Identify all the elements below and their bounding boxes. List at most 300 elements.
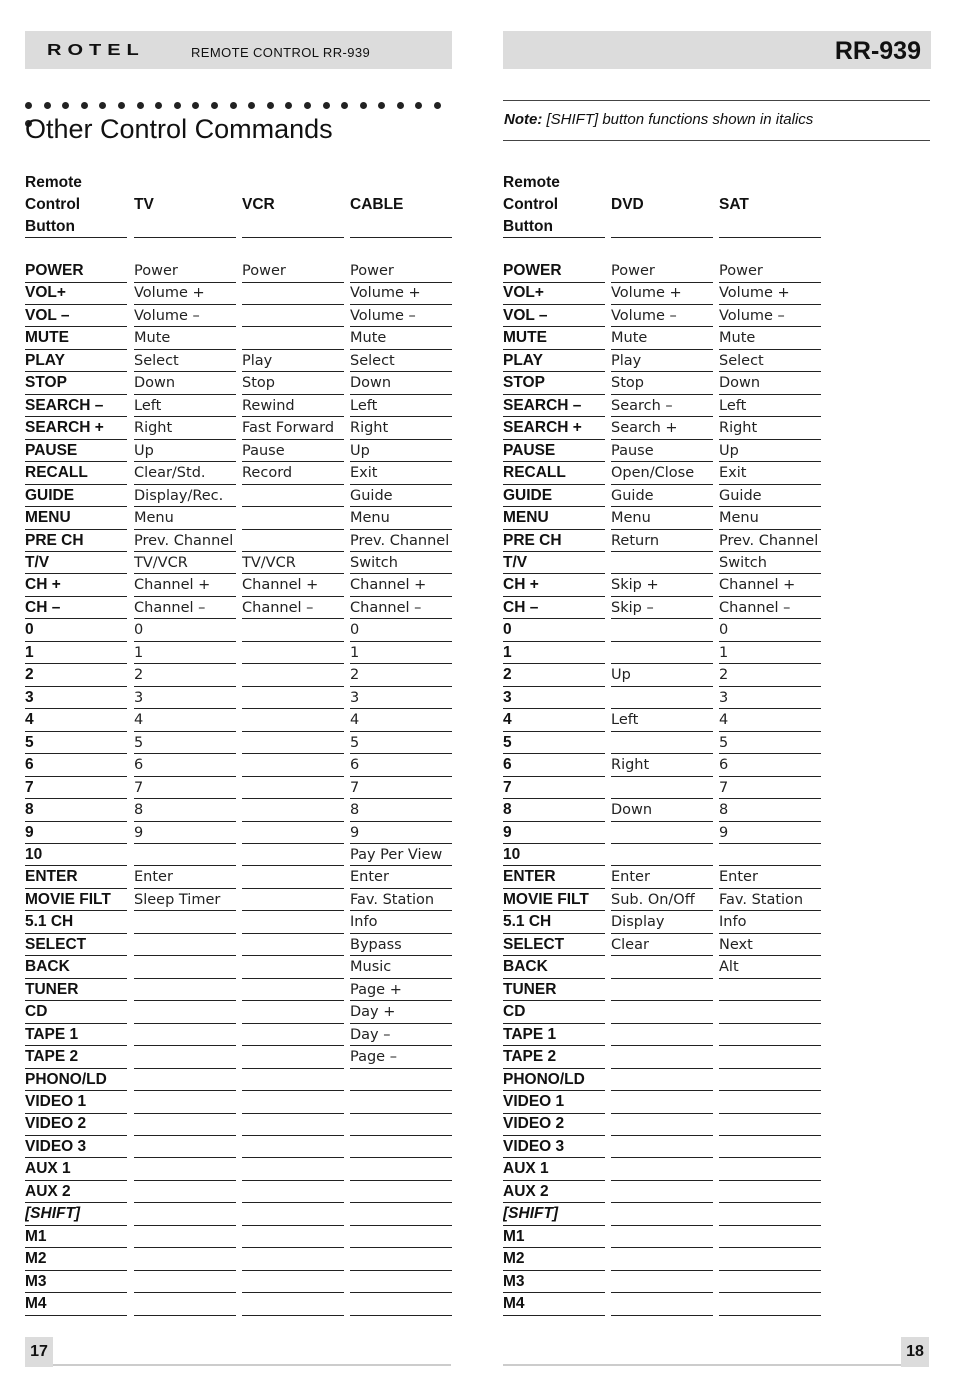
vcr-cell xyxy=(242,822,344,845)
vcr-cell xyxy=(242,799,344,822)
button-name-cell: VOL+ xyxy=(503,282,605,305)
dot xyxy=(44,102,51,109)
sat-cell: Down xyxy=(719,372,821,395)
cable-cell: Exit xyxy=(350,462,452,485)
button-name-cell: PAUSE xyxy=(25,440,127,463)
sat-cell xyxy=(719,1203,821,1226)
sat-cell xyxy=(719,1226,821,1249)
button-name-cell: SEARCH – xyxy=(503,395,605,418)
button-name-cell: STOP xyxy=(25,372,127,395)
button-name-cell: TAPE 2 xyxy=(503,1046,605,1069)
tv-cell xyxy=(134,1248,236,1271)
button-name-cell: M4 xyxy=(503,1293,605,1316)
cable-cell: Right xyxy=(350,417,452,440)
cable-cell xyxy=(350,1113,452,1136)
tv-cell: Down xyxy=(134,372,236,395)
tv-cell: Sleep Timer xyxy=(134,889,236,912)
sat-cell: 4 xyxy=(719,709,821,732)
sat-cell: 3 xyxy=(719,687,821,710)
note-rule-bottom xyxy=(503,140,930,141)
sat-cell: 1 xyxy=(719,642,821,665)
dvd-cell: Play xyxy=(611,350,713,373)
sat-cell xyxy=(719,1046,821,1069)
cable-cell: Pay Per View xyxy=(350,844,452,867)
button-name-cell: 6 xyxy=(503,754,605,777)
button-name-cell: GUIDE xyxy=(503,485,605,508)
footer-rule-left xyxy=(53,1364,451,1366)
button-name-cell: 5.1 CH xyxy=(25,911,127,934)
vcr-cell xyxy=(242,687,344,710)
dot xyxy=(248,102,255,109)
dot xyxy=(192,102,199,109)
cable-cell: 8 xyxy=(350,799,452,822)
cable-cell: Page + xyxy=(350,979,452,1002)
vcr-cell xyxy=(242,1024,344,1047)
tv-cell: 9 xyxy=(134,822,236,845)
dot xyxy=(174,102,181,109)
vcr-cell: Power xyxy=(242,260,344,283)
dot xyxy=(341,102,348,109)
button-name-cell: 6 xyxy=(25,754,127,777)
page-number-right: 18 xyxy=(901,1337,929,1367)
dvd-cell xyxy=(611,1024,713,1047)
vcr-cell xyxy=(242,889,344,912)
vcr-cell xyxy=(242,305,344,328)
tv-cell: 0 xyxy=(134,619,236,642)
cable-cell: 6 xyxy=(350,754,452,777)
tv-cell xyxy=(134,934,236,957)
tv-cell xyxy=(134,1113,236,1136)
dot xyxy=(360,102,367,109)
vcr-cell xyxy=(242,1181,344,1204)
vcr-cell xyxy=(242,979,344,1002)
button-name-cell: 0 xyxy=(503,619,605,642)
sat-cell: 0 xyxy=(719,619,821,642)
button-name-cell: AUX 1 xyxy=(503,1158,605,1181)
sat-cell xyxy=(719,1181,821,1204)
vcr-cell: Pause xyxy=(242,440,344,463)
cable-cell: 7 xyxy=(350,777,452,800)
button-name-cell: 2 xyxy=(503,664,605,687)
dvd-cell: Sub. On/Off xyxy=(611,889,713,912)
sat-cell: Volume + xyxy=(719,282,821,305)
button-name-cell: VIDEO 2 xyxy=(25,1113,127,1136)
tv-cell: Up xyxy=(134,440,236,463)
cable-cell: Mute xyxy=(350,327,452,350)
tv-cell: Channel – xyxy=(134,597,236,620)
dvd-cell xyxy=(611,1203,713,1226)
vcr-cell xyxy=(242,1136,344,1159)
cable-cell: Up xyxy=(350,440,452,463)
tv-cell: Volume – xyxy=(134,305,236,328)
button-name-cell: 5 xyxy=(503,732,605,755)
dvd-cell xyxy=(611,956,713,979)
page-title: Other Control Commands xyxy=(25,114,333,144)
dvd-cell xyxy=(611,1046,713,1069)
vcr-cell xyxy=(242,844,344,867)
dvd-cell: Stop xyxy=(611,372,713,395)
sat-cell xyxy=(719,1024,821,1047)
button-name-cell: MENU xyxy=(25,507,127,530)
tv-cell: TV/VCR xyxy=(134,552,236,575)
button-name-cell: RECALL xyxy=(25,462,127,485)
tv-cell: 1 xyxy=(134,642,236,665)
cable-cell xyxy=(350,1226,452,1249)
tv-cell xyxy=(134,1203,236,1226)
vcr-cell: Record xyxy=(242,462,344,485)
header-tv: TV xyxy=(134,194,236,238)
button-name-cell: POWER xyxy=(25,260,127,283)
button-name-cell: [SHIFT] xyxy=(25,1203,127,1226)
button-name-cell: VIDEO 1 xyxy=(503,1091,605,1114)
tv-cell: Mute xyxy=(134,327,236,350)
vcr-cell xyxy=(242,507,344,530)
sat-cell xyxy=(719,1069,821,1092)
dot-divider xyxy=(25,96,455,108)
tv-cell xyxy=(134,1024,236,1047)
dvd-cell xyxy=(611,1069,713,1092)
sat-cell xyxy=(719,1113,821,1136)
cable-cell xyxy=(350,1203,452,1226)
dvd-cell xyxy=(611,687,713,710)
sat-cell xyxy=(719,1136,821,1159)
cable-cell: Volume + xyxy=(350,282,452,305)
dvd-cell: Down xyxy=(611,799,713,822)
header-remote-button: Remote Control Button xyxy=(503,172,605,238)
tv-cell: Channel + xyxy=(134,574,236,597)
button-name-cell: VIDEO 3 xyxy=(25,1136,127,1159)
button-name-cell: 4 xyxy=(25,709,127,732)
cable-cell xyxy=(350,1069,452,1092)
sat-cell: Next xyxy=(719,934,821,957)
sat-cell: Volume – xyxy=(719,305,821,328)
sat-cell: Up xyxy=(719,440,821,463)
button-name-cell: STOP xyxy=(503,372,605,395)
vcr-cell xyxy=(242,934,344,957)
dvd-cell xyxy=(611,552,713,575)
tv-cell xyxy=(134,911,236,934)
footer-rule-right xyxy=(503,1364,901,1366)
button-name-cell: TAPE 1 xyxy=(503,1024,605,1047)
tv-cell: Power xyxy=(134,260,236,283)
dvd-cell: Volume – xyxy=(611,305,713,328)
cable-cell: Info xyxy=(350,911,452,934)
note-label: Note: xyxy=(504,111,543,128)
dvd-cell: Search – xyxy=(611,395,713,418)
button-name-cell: TAPE 2 xyxy=(25,1046,127,1069)
button-name-cell: POWER xyxy=(503,260,605,283)
dvd-cell: Pause xyxy=(611,440,713,463)
dot xyxy=(434,102,441,109)
cable-cell: Volume – xyxy=(350,305,452,328)
button-name-cell: 5.1 CH xyxy=(503,911,605,934)
sat-cell: Prev. Channel xyxy=(719,530,821,553)
button-name-cell: VIDEO 3 xyxy=(503,1136,605,1159)
button-name-cell: M1 xyxy=(25,1226,127,1249)
tv-cell: Prev. Channel xyxy=(134,530,236,553)
dvd-cell xyxy=(611,732,713,755)
button-name-cell: SEARCH + xyxy=(25,417,127,440)
tv-cell xyxy=(134,1293,236,1316)
button-name-cell: PLAY xyxy=(503,350,605,373)
button-name-cell: MOVIE FILT xyxy=(503,889,605,912)
tv-cell xyxy=(134,1158,236,1181)
header-dvd: DVD xyxy=(611,194,713,238)
tv-cell: 6 xyxy=(134,754,236,777)
header-sat: SAT xyxy=(719,194,821,238)
button-name-cell: MUTE xyxy=(25,327,127,350)
rotel-logo: ROTEL xyxy=(47,41,145,59)
dvd-cell: Right xyxy=(611,754,713,777)
tv-cell xyxy=(134,1271,236,1294)
header-subtitle: REMOTE CONTROL RR-939 xyxy=(191,45,371,60)
header-remote-button: Remote Control Button xyxy=(25,172,127,238)
cable-cell: Music xyxy=(350,956,452,979)
cable-cell: 2 xyxy=(350,664,452,687)
cable-cell: 4 xyxy=(350,709,452,732)
tv-cell: 5 xyxy=(134,732,236,755)
button-name-cell: 5 xyxy=(25,732,127,755)
tv-cell: 2 xyxy=(134,664,236,687)
tv-cell: 4 xyxy=(134,709,236,732)
dot xyxy=(62,102,69,109)
button-name-cell: 4 xyxy=(503,709,605,732)
cable-cell xyxy=(350,1248,452,1271)
sat-cell: Guide xyxy=(719,485,821,508)
dvd-cell xyxy=(611,1271,713,1294)
sat-cell: Info xyxy=(719,911,821,934)
button-name-cell: SELECT xyxy=(503,934,605,957)
button-name-cell: M1 xyxy=(503,1226,605,1249)
vcr-cell xyxy=(242,619,344,642)
cable-cell xyxy=(350,1136,452,1159)
button-name-cell: T/V xyxy=(503,552,605,575)
button-name-cell: VIDEO 1 xyxy=(25,1091,127,1114)
left-header-bar xyxy=(25,31,452,69)
cable-cell: Day – xyxy=(350,1024,452,1047)
cable-cell: 9 xyxy=(350,822,452,845)
vcr-cell xyxy=(242,1091,344,1114)
button-name-cell: 1 xyxy=(25,642,127,665)
button-name-cell: 10 xyxy=(503,844,605,867)
sat-cell: Channel + xyxy=(719,574,821,597)
header-cable: CABLE xyxy=(350,194,452,238)
button-name-cell: BACK xyxy=(25,956,127,979)
vcr-cell xyxy=(242,282,344,305)
dot xyxy=(267,102,274,109)
cable-cell: Fav. Station xyxy=(350,889,452,912)
tv-cell xyxy=(134,1091,236,1114)
button-name-cell: PRE CH xyxy=(503,530,605,553)
tv-cell: Volume + xyxy=(134,282,236,305)
button-name-cell: 9 xyxy=(25,822,127,845)
cable-cell xyxy=(350,1181,452,1204)
dvd-cell: Guide xyxy=(611,485,713,508)
note-text xyxy=(504,111,813,128)
button-name-cell: SEARCH – xyxy=(25,395,127,418)
tv-cell xyxy=(134,844,236,867)
button-name-cell: CH – xyxy=(25,597,127,620)
button-name-cell: TUNER xyxy=(503,979,605,1002)
dvd-cell xyxy=(611,1181,713,1204)
button-name-cell: CD xyxy=(503,1001,605,1024)
cable-cell xyxy=(350,1091,452,1114)
button-name-cell: M2 xyxy=(25,1248,127,1271)
dvd-cell: Open/Close xyxy=(611,462,713,485)
vcr-cell xyxy=(242,1001,344,1024)
cable-cell: Left xyxy=(350,395,452,418)
button-name-cell: PAUSE xyxy=(503,440,605,463)
button-name-cell: 0 xyxy=(25,619,127,642)
button-name-cell: PHONO/LD xyxy=(25,1069,127,1092)
dvd-cell: Return xyxy=(611,530,713,553)
sat-cell xyxy=(719,1091,821,1114)
sat-cell xyxy=(719,1158,821,1181)
cable-cell xyxy=(350,1293,452,1316)
cable-cell: Power xyxy=(350,260,452,283)
button-name-cell: ENTER xyxy=(25,866,127,889)
dvd-cell: Volume + xyxy=(611,282,713,305)
button-name-cell: TUNER xyxy=(25,979,127,1002)
cable-cell: Channel + xyxy=(350,574,452,597)
tv-cell: 3 xyxy=(134,687,236,710)
dvd-cell: Search + xyxy=(611,417,713,440)
cable-cell: 0 xyxy=(350,619,452,642)
button-name-cell: PHONO/LD xyxy=(503,1069,605,1092)
cable-cell: Channel – xyxy=(350,597,452,620)
vcr-cell xyxy=(242,530,344,553)
tv-cell: Right xyxy=(134,417,236,440)
vcr-cell: Rewind xyxy=(242,395,344,418)
vcr-cell xyxy=(242,1046,344,1069)
sat-cell: Left xyxy=(719,395,821,418)
sat-cell: Mute xyxy=(719,327,821,350)
button-name-cell: BACK xyxy=(503,956,605,979)
vcr-cell xyxy=(242,709,344,732)
button-name-cell: VOL+ xyxy=(25,282,127,305)
cable-cell: 5 xyxy=(350,732,452,755)
vcr-cell xyxy=(242,327,344,350)
cable-cell: Menu xyxy=(350,507,452,530)
button-name-cell: CH + xyxy=(25,574,127,597)
button-name-cell: 10 xyxy=(25,844,127,867)
sat-cell: Fav. Station xyxy=(719,889,821,912)
sat-cell: 2 xyxy=(719,664,821,687)
dvd-cell: Left xyxy=(611,709,713,732)
dot xyxy=(323,102,330,109)
button-name-cell: VOL – xyxy=(503,305,605,328)
cable-cell: 1 xyxy=(350,642,452,665)
button-name-cell: MENU xyxy=(503,507,605,530)
tv-cell xyxy=(134,1069,236,1092)
sat-cell xyxy=(719,979,821,1002)
tv-cell xyxy=(134,1226,236,1249)
dvd-cell: Display xyxy=(611,911,713,934)
sat-cell: Channel – xyxy=(719,597,821,620)
button-name-cell: SELECT xyxy=(25,934,127,957)
button-name-cell: 1 xyxy=(503,642,605,665)
dot xyxy=(378,102,385,109)
tv-cell xyxy=(134,1136,236,1159)
dot xyxy=(155,102,162,109)
dvd-cell: Menu xyxy=(611,507,713,530)
vcr-cell xyxy=(242,664,344,687)
vcr-cell xyxy=(242,732,344,755)
button-name-cell: PLAY xyxy=(25,350,127,373)
dvd-cell: Clear xyxy=(611,934,713,957)
vcr-cell xyxy=(242,1226,344,1249)
dot xyxy=(230,102,237,109)
cable-cell xyxy=(350,1158,452,1181)
header-vcr: VCR xyxy=(242,194,344,238)
vcr-cell xyxy=(242,1271,344,1294)
tv-cell: 7 xyxy=(134,777,236,800)
tv-cell xyxy=(134,956,236,979)
dvd-cell: Skip – xyxy=(611,597,713,620)
dot xyxy=(415,102,422,109)
dvd-cell xyxy=(611,822,713,845)
note-rule-top xyxy=(503,100,930,101)
cable-cell: Prev. Channel xyxy=(350,530,452,553)
dvd-cell xyxy=(611,619,713,642)
dot xyxy=(397,102,404,109)
sat-cell: Select xyxy=(719,350,821,373)
dvd-cell xyxy=(611,777,713,800)
button-name-cell: 7 xyxy=(503,777,605,800)
button-name-cell: M4 xyxy=(25,1293,127,1316)
button-name-cell: VOL – xyxy=(25,305,127,328)
dot xyxy=(25,102,32,109)
vcr-cell: TV/VCR xyxy=(242,552,344,575)
dvd-cell xyxy=(611,1091,713,1114)
button-name-cell: AUX 1 xyxy=(25,1158,127,1181)
dvd-cell xyxy=(611,979,713,1002)
cable-cell: Down xyxy=(350,372,452,395)
button-name-cell: M3 xyxy=(503,1271,605,1294)
button-name-cell: 2 xyxy=(25,664,127,687)
dot xyxy=(304,102,311,109)
vcr-cell xyxy=(242,911,344,934)
right-header-bar xyxy=(503,31,931,69)
cable-cell: Enter xyxy=(350,866,452,889)
sat-cell: Menu xyxy=(719,507,821,530)
sat-cell xyxy=(719,1293,821,1316)
button-name-cell: RECALL xyxy=(503,462,605,485)
button-name-cell: AUX 2 xyxy=(503,1181,605,1204)
vcr-cell: Fast Forward xyxy=(242,417,344,440)
dvd-cell xyxy=(611,1136,713,1159)
tv-cell: Display/Rec. xyxy=(134,485,236,508)
tv-cell xyxy=(134,1046,236,1069)
vcr-cell xyxy=(242,642,344,665)
button-name-cell: 9 xyxy=(503,822,605,845)
vcr-cell xyxy=(242,1158,344,1181)
cable-cell xyxy=(350,1271,452,1294)
header-model: RR-939 xyxy=(834,37,921,65)
cable-cell: Bypass xyxy=(350,934,452,957)
sat-cell xyxy=(719,1271,821,1294)
dvd-cell xyxy=(611,1248,713,1271)
button-name-cell: [SHIFT] xyxy=(503,1203,605,1226)
dot xyxy=(99,102,106,109)
dvd-cell xyxy=(611,1158,713,1181)
vcr-cell xyxy=(242,1069,344,1092)
button-name-cell: 3 xyxy=(25,687,127,710)
cable-cell: Guide xyxy=(350,485,452,508)
dvd-cell: Power xyxy=(611,260,713,283)
dot xyxy=(81,102,88,109)
button-name-cell: T/V xyxy=(25,552,127,575)
